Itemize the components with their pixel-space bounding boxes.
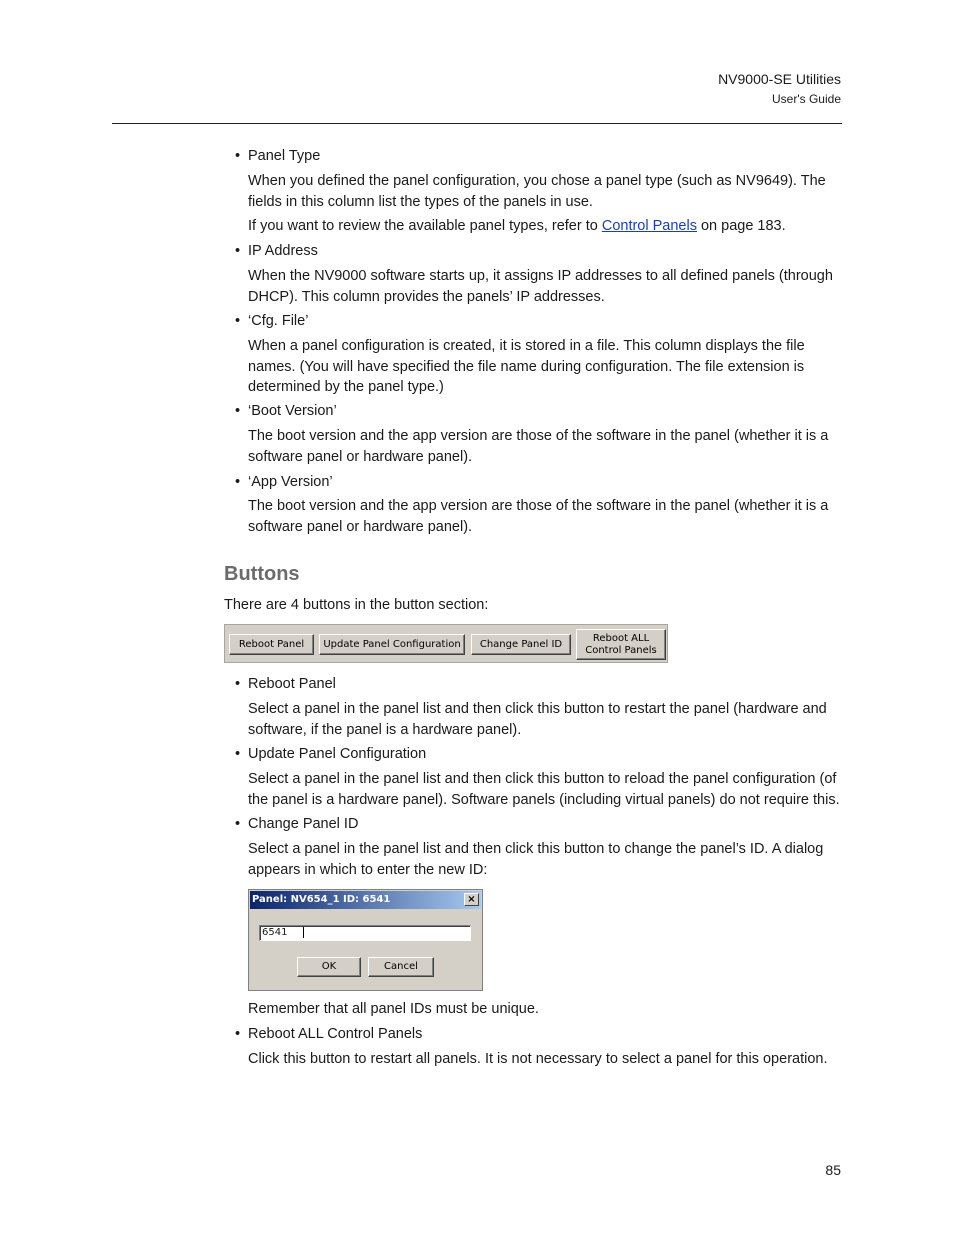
list-item: • Update Panel Configuration [235, 744, 426, 764]
text-caret [303, 927, 304, 938]
section-intro: There are 4 buttons in the button section: [224, 597, 489, 613]
paragraph: When you defined the panel configuration, you chose a panel type (such as NV9649). The fields in this column list the types of the panels in use. [248, 173, 826, 210]
page-number: 85 [825, 1162, 841, 1178]
header-divider [112, 123, 842, 124]
paragraph: Select a panel in the panel list and then click this button to restart the panel (hardware and software, if the panel is a hardware panel). [248, 701, 827, 738]
dialog-title: Panel: NV654_1 ID: 6541 [252, 894, 391, 905]
reboot-all-control-panels-button[interactable] [576, 629, 666, 660]
paragraph: Click this button to restart all panels. It is not necessary to select a panel for this operation. [248, 1051, 828, 1067]
paragraph: If you want to review the available panel types, refer to Control Panels on page 183. [248, 218, 786, 234]
reboot-all-label-line2: Control Panels [585, 644, 657, 656]
paragraph: Select a panel in the panel list and then click this button to reload the panel configuration (of the panel is a hardware panel). Software panels (including virtual panels) do not require this. [248, 771, 840, 808]
list-item: • ‘Boot Version’ [235, 401, 337, 421]
list-item: • Change Panel ID [235, 814, 358, 834]
close-icon[interactable]: × [464, 893, 479, 906]
list-item: • ‘App Version’ [235, 472, 333, 492]
reboot-all-label-line1: Reboot ALL [592, 632, 650, 644]
doc-title: NV9000-SE Utilities [718, 71, 841, 87]
ok-button[interactable]: OK [297, 957, 361, 977]
list-item: • Reboot Panel [235, 674, 336, 694]
cancel-button[interactable]: Cancel [368, 957, 434, 977]
list-item: • Panel Type [235, 146, 320, 166]
section-heading: Buttons [224, 563, 300, 585]
reboot-panel-button[interactable]: Reboot Panel [229, 634, 314, 655]
paragraph: The boot version and the app version are those of the software in the panel (whether it is a software panel or hardware panel). [248, 498, 829, 535]
paragraph: When the NV9000 software starts up, it assigns IP addresses to all defined panels (through DHCP). This column provides the panels’ IP addresses. [248, 268, 833, 305]
paragraph: When a panel configuration is created, it is stored in a file. This column displays the file names. (You will have specified the file name during configuration. The file extension is determined by the panel type.) [248, 338, 805, 395]
change-id-dialog [248, 889, 483, 991]
button-strip-screenshot [224, 624, 668, 663]
list-item: • ‘Cfg. File’ [235, 311, 308, 331]
panel-id-input[interactable]: 6541 [259, 925, 471, 941]
paragraph: Select a panel in the panel list and then click this button to change the panel’s ID. A dialog appears in which to enter the new ID: [248, 841, 824, 878]
dialog-titlebar [250, 891, 481, 909]
list-item: • IP Address [235, 241, 318, 261]
doc-subtitle: User's Guide [772, 92, 841, 106]
change-panel-id-button[interactable]: Change Panel ID [471, 634, 571, 655]
control-panels-link[interactable]: Control Panels [601, 218, 697, 234]
update-panel-configuration-button[interactable]: Update Panel Configuration [319, 634, 465, 655]
list-item: • Reboot ALL Control Panels [235, 1024, 422, 1044]
paragraph: The boot version and the app version are those of the software in the panel (whether it is a software panel or hardware panel). [248, 428, 829, 465]
paragraph: Remember that all panel IDs must be unique. [248, 1001, 539, 1017]
